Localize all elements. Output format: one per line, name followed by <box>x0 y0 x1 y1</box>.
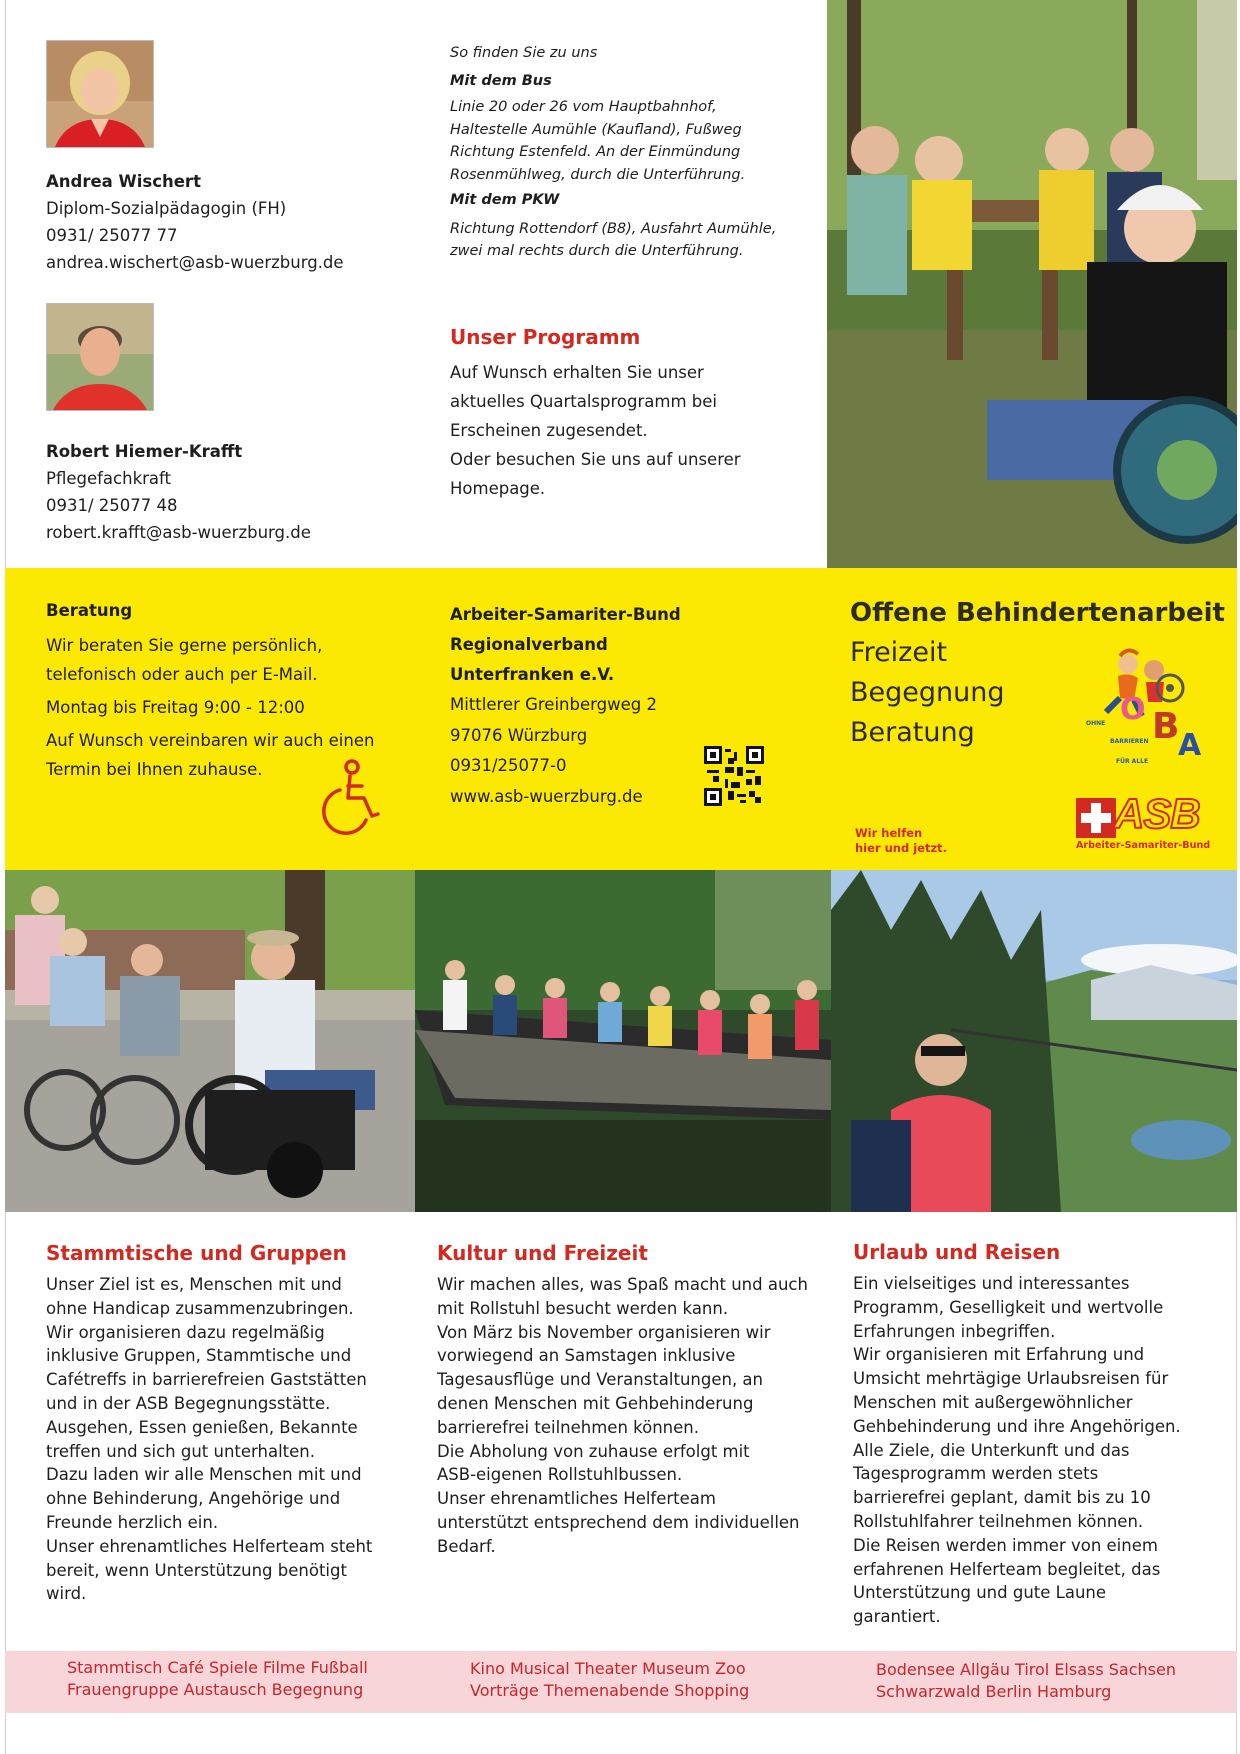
oba-logo <box>1084 642 1214 772</box>
topic-word: Begegnung <box>850 677 1005 708</box>
text-line: Vorträge Themenabende Shopping <box>470 1681 750 1700</box>
text-line: unterstützt entsprechend dem individuellen <box>437 1512 800 1532</box>
text-line: Wir machen alles, was Spaß macht und auch <box>437 1275 808 1294</box>
text-line: wird. <box>46 1584 87 1604</box>
text-line: Die Abholung von zuhause erfolgt mit <box>437 1441 750 1461</box>
text-line: Kino Musical Theater Museum Zoo <box>470 1659 746 1678</box>
asb-logo <box>1076 790 1211 852</box>
text-line: Arbeiter-Samariter-Bund <box>450 605 681 624</box>
footer-keywords-stammtische <box>67 1657 368 1701</box>
text-line: inklusive Gruppen, Stammtische und <box>46 1346 352 1366</box>
column-title: Kultur und Freizeit <box>437 1241 648 1265</box>
text-line: Ein vielseitiges und interessantes <box>853 1274 1130 1293</box>
directions-car-heading: Mit dem PKW <box>450 192 560 208</box>
directions <box>450 42 790 263</box>
text-line: Wir helfen <box>855 826 923 840</box>
oba-word: OHNE <box>1086 720 1106 727</box>
footer-keywords-kultur <box>470 1658 749 1702</box>
contact-name: Robert Hiemer-Krafft <box>46 442 243 461</box>
address-street: Mittlerer Greinbergweg 2 <box>450 695 657 714</box>
contact-email: andrea.wischert@asb-wuerzburg.de <box>46 253 344 272</box>
photo-group-forest <box>827 0 1237 568</box>
contact-andrea <box>46 168 344 276</box>
text-line: Dazu laden wir alle Menschen mit und <box>46 1465 362 1485</box>
contact-robert <box>46 438 311 546</box>
column-urlaub <box>853 1240 1223 1629</box>
text-line: Stammtisch Café Spiele Filme Fußball <box>67 1658 368 1677</box>
text-line: Alle Ziele, die Unterkunft und das <box>853 1440 1130 1460</box>
wheelchair-icon <box>318 758 382 840</box>
text-line: Haltestelle Aumühle (Kaufland), Fußweg <box>450 121 742 138</box>
text-line: ASB-eigenen Rollstuhlbussen. <box>437 1465 683 1485</box>
contact-role: Pflegefachkraft <box>46 469 172 488</box>
text-line: ohne Handicap zusammenzubringen. <box>46 1298 354 1318</box>
text-line: Von März bis November organisieren wir <box>437 1322 771 1342</box>
address-org <box>450 600 750 690</box>
contact-phone: 0931/ 25077 48 <box>46 496 178 515</box>
text-line: Programm, Geselligkeit und wertvolle <box>853 1297 1164 1317</box>
programm-text <box>450 358 790 503</box>
text-line: Linie 20 oder 26 vom Hauptbahnhof, <box>450 99 717 115</box>
text-line: Homepage. <box>450 479 546 498</box>
text-line: Unser ehrenamtliches Helferteam <box>437 1489 716 1509</box>
column-text <box>437 1273 817 1559</box>
contact-role: Diplom-Sozialpädagogin (FH) <box>46 199 287 218</box>
photo-wheelchair-outing <box>5 870 415 1212</box>
oba-word: BARRIEREN <box>1110 738 1149 745</box>
asb-cross-icon <box>1076 798 1116 838</box>
qr-code[interactable] <box>704 746 764 810</box>
text-line: denen Menschen mit Gehbehinderung <box>437 1393 754 1413</box>
text-line: hier und jetzt. <box>855 841 948 855</box>
text-line: Auf Wunsch erhalten Sie unser <box>450 363 704 382</box>
column-title: Stammtische und Gruppen <box>46 1241 347 1265</box>
text-line: Tagesausflüge und Veranstaltungen, an <box>437 1370 763 1390</box>
website-link[interactable]: www.asb-wuerzburg.de <box>450 786 643 806</box>
oba-letter-a: A <box>1178 728 1202 763</box>
text-line: Bodensee Allgäu Tirol Elsass Sachsen <box>876 1660 1176 1679</box>
contact-phone: 0931/ 25077 77 <box>46 226 178 245</box>
text-line: bereit, wenn Unterstützung benötigt <box>46 1560 347 1580</box>
text-line: mit Rollstuhl besucht werden kann. <box>437 1298 729 1318</box>
text-line: barrierefrei teilnehmen können. <box>437 1417 699 1437</box>
text-line: Frauengruppe Austausch Begegnung <box>67 1680 364 1699</box>
text-line: Rosenmühlweg, durch die Unterführung. <box>450 166 746 183</box>
text-line: barrierefrei geplant, damit bis zu 10 <box>853 1488 1151 1508</box>
page-title: Offene Behindertenarbeit <box>850 598 1225 628</box>
beratung-block <box>46 600 406 784</box>
text-line: Wir beraten Sie gerne persönlich, <box>46 636 323 655</box>
text-line: aktuelles Quartalsprogramm bei <box>450 392 717 411</box>
text-line: Auf Wunsch vereinbaren wir auch einen <box>46 731 375 750</box>
text-line: Tagesprogramm werden stets <box>853 1464 1099 1484</box>
topic-word: Beratung <box>850 717 975 748</box>
text-line: Unser ehrenamtliches Helferteam steht <box>46 1536 373 1556</box>
text-line: Wir organisieren dazu regelmäßig <box>46 1322 325 1342</box>
text-line: Erfahrungen inbegriffen. <box>853 1321 1056 1341</box>
text-line: Wir organisieren mit Erfahrung und <box>853 1345 1145 1365</box>
text-line: Umsicht mehrtägige Urlaubsreisen für <box>853 1369 1169 1389</box>
beratung-title: Beratung <box>46 601 133 620</box>
oba-letter-o: O <box>1120 692 1146 727</box>
footer-keywords-urlaub <box>876 1659 1176 1703</box>
text-line: Die Reisen werden immer von einem <box>853 1535 1158 1555</box>
portrait-photo-andrea <box>46 40 154 148</box>
asb-logo-text: ASB <box>1114 790 1200 837</box>
text-line: zwei mal rechts durch die Unterführung. <box>450 243 744 259</box>
text-line: Richtung Rottendorf (B8), Ausfahrt Aumühle, <box>450 220 777 237</box>
portrait-photo-robert <box>46 303 154 411</box>
text-line: vorwiegend an Samstagen inklusive <box>437 1346 736 1366</box>
asb-logo-subtitle: Arbeiter-Samariter-Bund <box>1076 840 1211 851</box>
text-line: Termin bei Ihnen zuhause. <box>46 760 263 779</box>
text-line: Regionalverband <box>450 635 608 654</box>
text-line: erfahrenen Helferteam begleitet, das <box>853 1559 1161 1579</box>
text-line: Cafétreffs in barrierefreien Gaststätten <box>46 1370 367 1390</box>
directions-bus-text <box>450 96 790 186</box>
text-line: Erscheinen zugesendet. <box>450 421 648 440</box>
column-text <box>46 1273 406 1606</box>
address-city: 97076 Würzburg <box>450 725 588 745</box>
text-line: Gehbehinderung und ihre Angehörigen. <box>853 1416 1181 1436</box>
text-line: ohne Behinderung, Angehörige und <box>46 1489 341 1509</box>
column-kultur <box>437 1241 817 1559</box>
text-line: Ausgehen, Essen genießen, Bekannte <box>46 1417 358 1437</box>
beratung-hours: Montag bis Freitag 9:00 - 12:00 <box>46 698 305 717</box>
photo-mountain-view <box>831 870 1237 1212</box>
text-line: Richtung Estenfeld. An der Einmündung <box>450 144 741 160</box>
oba-word: FÜR ALLE <box>1116 758 1149 765</box>
directions-intro: So finden Sie zu uns <box>450 45 598 61</box>
directions-car-text <box>450 218 790 263</box>
directions-bus-heading: Mit dem Bus <box>450 72 552 89</box>
text-line: telefonisch oder auch per E-Mail. <box>46 665 318 684</box>
programm-title: Unser Programm <box>450 325 641 349</box>
text-line: Rollstuhlfahrer teilnehmen können. <box>853 1511 1144 1531</box>
text-line: Schwarzwald Berlin Hamburg <box>876 1682 1112 1701</box>
column-stammtische <box>46 1241 406 1606</box>
text-line: Freunde herzlich ein. <box>46 1512 219 1532</box>
text-line: Unterstützung und gute Laune <box>853 1583 1107 1603</box>
column-title: Urlaub und Reisen <box>853 1240 1061 1264</box>
oba-letter-b: B <box>1152 706 1180 747</box>
text-line: und in der ASB Begegnungsstätte. <box>46 1393 331 1413</box>
contact-name: Andrea Wischert <box>46 172 201 191</box>
address-phone: 0931/25077-0 <box>450 756 567 775</box>
column-text <box>853 1272 1223 1629</box>
text-line: treffen und sich gut unterhalten. <box>46 1441 316 1461</box>
contact-email: robert.krafft@asb-wuerzburg.de <box>46 523 311 542</box>
text-line: Oder besuchen Sie uns auf unserer <box>450 450 741 469</box>
text-line: Unterfranken e.V. <box>450 665 615 684</box>
text-line: garantiert. <box>853 1607 941 1627</box>
asb-slogan <box>855 826 947 856</box>
photo-boat-trip <box>415 870 831 1212</box>
text-line: Bedarf. <box>437 1536 496 1556</box>
text-line: Menschen mit außergewöhnlicher <box>853 1392 1133 1412</box>
topic-word: Freizeit <box>850 637 948 668</box>
text-line: Unser Ziel ist es, Menschen mit und <box>46 1275 342 1294</box>
